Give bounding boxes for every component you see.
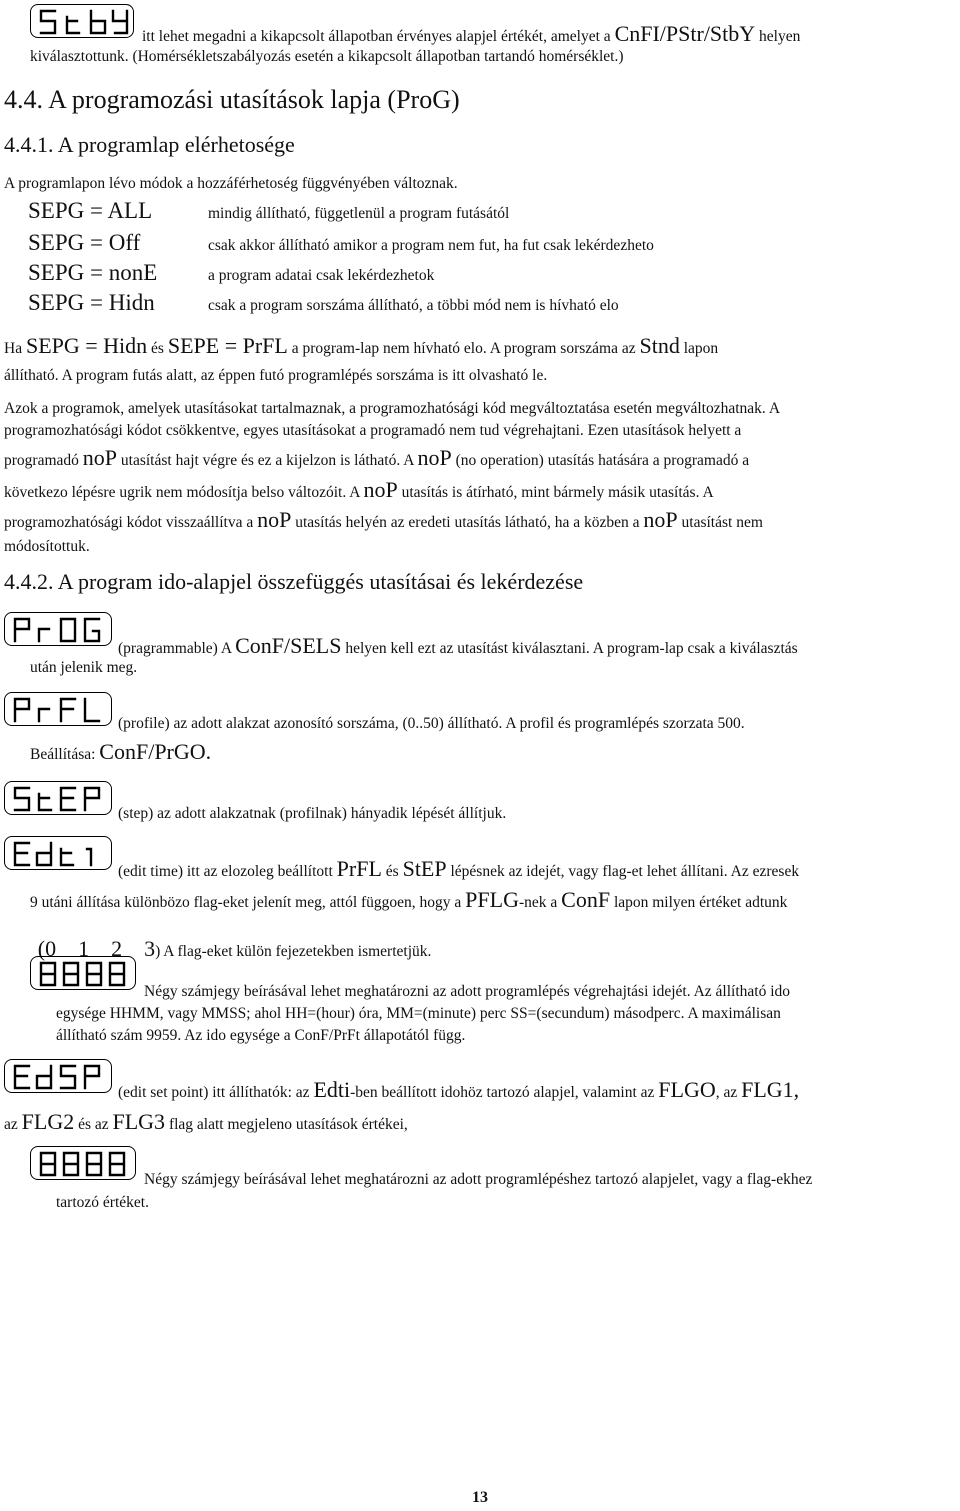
page-number: 13	[472, 1489, 488, 1506]
digits2-line2: tartozó értéket.	[56, 1194, 149, 1211]
azok-line1: Azok a programok, amelyek utasításokat tartalmaznak, a programozhatósági kód megváltoztatása esetén megváltozhatnak. A	[4, 400, 781, 417]
azok-line4: következo lépésre ugrik nem módosítja belso változóit. A noP utasítás is átírható, mint bármely másik utasítás. A	[4, 477, 714, 502]
four-digit-display-icon-2	[30, 1146, 136, 1180]
sepg-desc-hidn: csak a program sorszáma állítható, a többi mód nem is hívható elo	[208, 297, 619, 314]
prfl-line1: (profile) az adott alakzat azonosító sorszáma, (0..50) állítható. A profil és programlépés szorzata 500.	[118, 715, 745, 732]
step-line1: (step) az adott alakzatnak (profilnak) hányadik lépését állítjuk.	[118, 805, 507, 822]
heading-4-4-2: 4.4.2. A program ido-alapjel összefüggés utasításai és lekérdezése	[4, 569, 584, 594]
heading-4-4-1: 4.4.1. A programlap elérhetosége	[4, 132, 295, 157]
edti-line2: 9 utáni állítása különbözo flag-eket jelenít meg, attól függoen, hogy a PFLG-nek a ConF lapon milyen értéket adtunk	[30, 887, 788, 912]
step-display-icon	[4, 781, 112, 815]
intro-text: A programlapon lévo módok a hozzáférhetoség függvényében változnak.	[4, 175, 458, 192]
sepg-key-none: SEPG = nonE	[28, 260, 158, 285]
edti-display-icon	[4, 836, 112, 870]
sepg-key-off: SEPG = Off	[28, 230, 141, 255]
digits1-line3: állítható szám 9959. Az ido egysége a ConF/PrFt állapotától függ.	[56, 1027, 466, 1044]
ha-line2: állítható. A program futás alatt, az éppen futó programlépés sorszáma is itt olvasható le.	[4, 367, 548, 384]
stby-text-line2: kiválasztottunk. (Homérsékletszabályozás esetén a kikapcsolt állapotban tartandó homérséklet.)	[30, 48, 624, 65]
digits2-line1: Négy számjegy beírásával lehet meghatározni az adott programlépéshez tartozó alapjelet, vagy a flag-ekhez	[144, 1171, 813, 1188]
prog-display-icon	[4, 612, 112, 646]
edti-line3: (0 1 2 3) A flag-eket külön fejezetekben ismertetjük.	[37, 936, 432, 962]
stby-text-line1: itt lehet megadni a kikapcsolt állapotban érvényes alapjel értékét, amelyet a CnFI/PStr/StbY helyen	[142, 21, 801, 46]
prog-line2: után jelenik meg.	[30, 659, 138, 676]
prfl-line2: Beállítása: ConF/PrGO.	[30, 739, 212, 764]
sepg-key-all: SEPG = ALL	[28, 198, 153, 223]
azok-line3: programadó noP utasítást hajt végre és ez a kijelzon is látható. A noP (no operation) utasítás hatására a programadó a	[4, 445, 750, 470]
edti-line1: (edit time) itt az elozoleg beállított PrFL és StEP lépésnek az idejét, vagy flag-et lehet állítani. Az ezresek	[118, 856, 800, 881]
azok-line2: programozhatósági kódot csökkentve, egyes utasításokat a programadó nem tud végrehajtani. Ezen utasítások helyett a	[4, 422, 742, 439]
four-digit-display-icon-1	[30, 956, 136, 990]
prfl-display-icon	[4, 692, 112, 726]
edsp-display-icon	[4, 1059, 112, 1093]
digits1-line2: egysége HHMM, vagy MMSS; ahol HH=(hour) óra, MM=(minute) perc SS=(secundum) másodperc. A maximálisan	[56, 1005, 781, 1022]
sepg-desc-none: a program adatai csak lekérdezhetok	[208, 267, 435, 284]
edsp-line2: az FLG2 és az FLG3 flag alatt megjeleno utasítások értékei,	[4, 1109, 408, 1134]
ha-line1: Ha SEPG = Hidn és SEPE = PrFL a program-lap nem hívható elo. A program sorszáma az Stnd lapon	[4, 333, 719, 358]
sepg-desc-off: csak akkor állítható amikor a program nem fut, ha fut csak lekérdezheto	[208, 237, 654, 254]
prog-line1: (pragrammable) A ConF/SELS helyen kell ezt az utasítást kiválasztani. A program-lap csak a kiválasztás	[118, 633, 798, 658]
azok-line6: módosítottuk.	[4, 538, 90, 555]
sepg-key-hidn: SEPG = Hidn	[28, 290, 155, 315]
azok-line5: programozhatósági kódot visszaállítva a noP utasítás helyén az eredeti utasítás látható, ha a közben a noP utasítást nem	[4, 507, 763, 532]
sepg-desc-all: mindig állítható, függetlenül a program futásától	[208, 205, 510, 222]
edsp-line1: (edit set point) itt állíthatók: az Edti-ben beállított idohöz tartozó alapjel, valamint az FLGO, az FLG1,	[118, 1077, 800, 1102]
heading-4-4: 4.4. A programozási utasítások lapja (ProG)	[4, 85, 460, 114]
digits1-line1: Négy számjegy beírásával lehet meghatározni az adott programlépés végrehajtási idejét. Az állítható ido	[144, 983, 791, 1000]
stby-display-icon	[30, 4, 134, 38]
